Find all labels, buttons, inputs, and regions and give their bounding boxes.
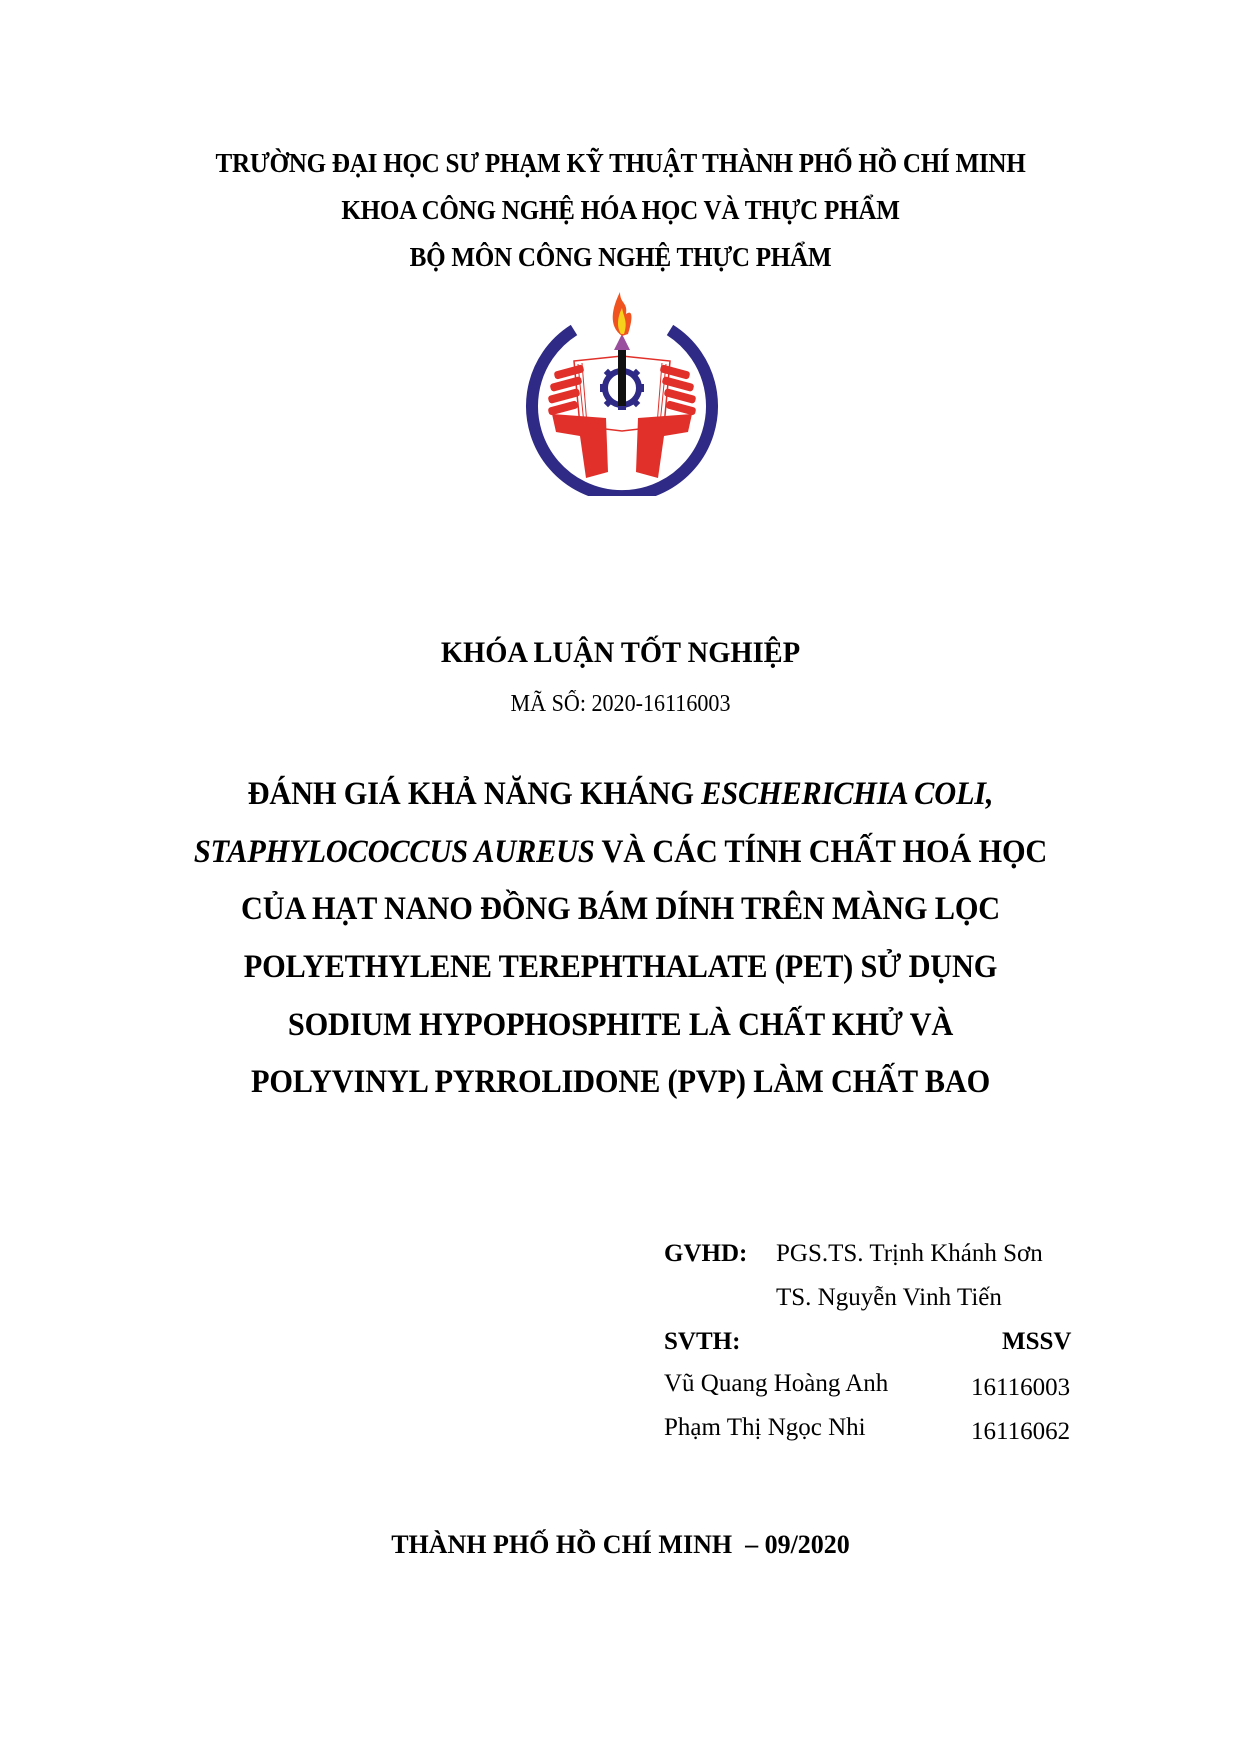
department-name: BỘ MÔN CÔNG NGHỆ THỰC PHẨM <box>409 242 832 272</box>
student-id-1: 16116003 <box>971 1374 1071 1401</box>
advisor-label: GVHD: <box>664 1240 748 1267</box>
advisor-2: TS. Nguyễn Vinh Tiến <box>776 1284 1002 1311</box>
title-line-1: ĐÁNH GIÁ KHẢ NĂNG KHÁNG ESCHERICHIA COLI, <box>247 776 994 812</box>
thesis-type: KHÓA LUẬN TỐT NGHIỆP <box>440 636 801 669</box>
university-name: TRƯỜNG ĐẠI HỌC SƯ PHẠM KỸ THUẬT THÀNH PHỐ HỒ CHÍ MINH <box>215 148 1026 178</box>
students-label: SVTH: <box>664 1328 741 1355</box>
student-id-2: 16116062 <box>971 1418 1071 1445</box>
footer-place-date: THÀNH PHỐ HỒ CHÍ MINH – 09/2020 <box>391 1530 850 1559</box>
student-name-1: Vũ Quang Hoàng Anh <box>664 1370 889 1397</box>
title-line-4: POLYETHYLENE TEREPHTHALATE (PET) SỬ DỤNG <box>243 949 998 985</box>
title-line-6: POLYVINYL PYRROLIDONE (PVP) LÀM CHẤT BAO <box>250 1064 991 1100</box>
faculty-name: KHOA CÔNG NGHỆ HÓA HỌC VÀ THỰC PHẨM <box>341 195 900 225</box>
student-id-label: MSSV <box>1002 1328 1072 1355</box>
title-line-3: CỦA HẠT NANO ĐỒNG BÁM DÍNH TRÊN MÀNG LỌC <box>241 891 1001 927</box>
thesis-code: MÃ SỐ: 2020-16116003 <box>510 691 731 717</box>
advisor-1: PGS.TS. Trịnh Khánh Sơn <box>776 1240 1043 1267</box>
student-name-2: Phạm Thị Ngọc Nhi <box>664 1414 866 1441</box>
title-line-5: SODIUM HYPOPHOSPHITE LÀ CHẤT KHỬ VÀ <box>287 1007 954 1043</box>
university-logo-icon <box>524 286 720 496</box>
title-line-2: STAPHYLOCOCCUS AUREUS VÀ CÁC TÍNH CHẤT HOÁ HỌC <box>193 834 1048 870</box>
